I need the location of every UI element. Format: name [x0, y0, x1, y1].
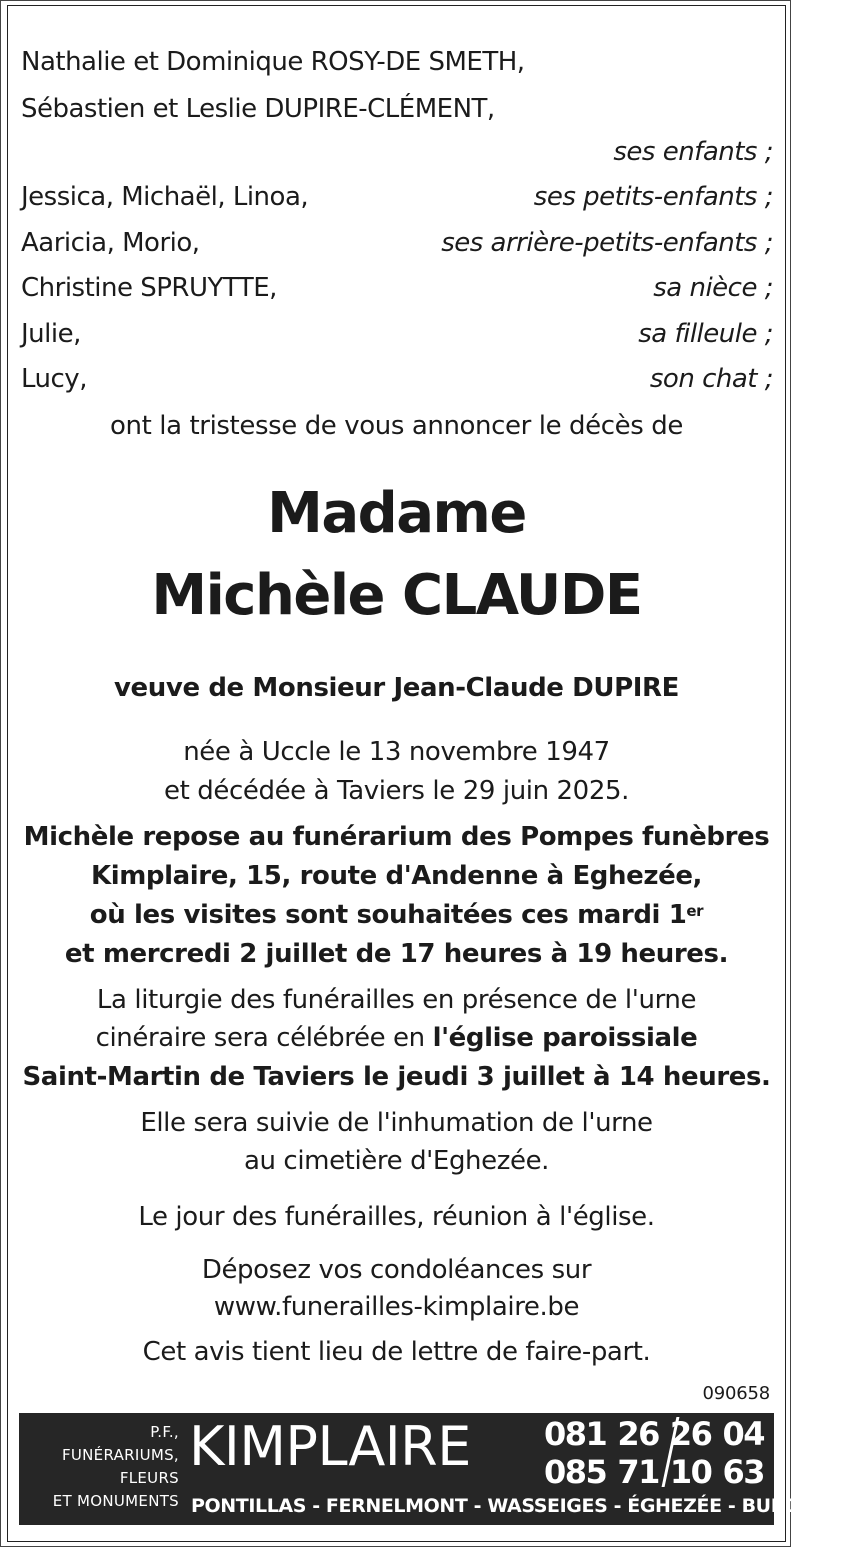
family-row: [21, 359, 773, 399]
announcement: ont la tristesse de vous annoncer le décès de: [110, 411, 683, 441]
family-name: Aaricia, Morio,: [21, 228, 200, 258]
family-relation: son chat ;: [649, 364, 773, 394]
brand-name: KIMPLAIRE: [189, 1415, 471, 1478]
family-name: Julie,: [21, 319, 81, 349]
family-row: [21, 177, 773, 217]
family-name: Christine SPRUYTTE,: [21, 273, 277, 303]
family-name: Jessica, Michaël, Linoa,: [21, 182, 309, 212]
burial-line: Elle sera suivie de l'inhumation de l'urne: [140, 1108, 653, 1138]
visits-line: [11, 895, 782, 935]
family-relation: ses enfants ;: [613, 137, 773, 167]
family-relation: ses petits-enfants ;: [533, 182, 773, 212]
services-list: [19, 1421, 179, 1513]
deceased-title: Madame: [267, 481, 526, 546]
phone-part: 04: [722, 1415, 764, 1453]
deceased-name: Michèle CLAUDE: [151, 563, 642, 628]
birth-line: née à Uccle le 13 novembre 1947: [183, 737, 610, 767]
family-row: [21, 132, 773, 172]
family-row: [21, 314, 773, 354]
condolences-line: Déposez vos condoléances sur: [201, 1255, 592, 1285]
service-item: ET MONUMENTS: [52, 1492, 179, 1510]
service-item: P.F.,: [150, 1423, 179, 1441]
family-row: [21, 268, 773, 308]
phone-numbers: [544, 1415, 764, 1491]
family-name: Sébastien et Leslie DUPIRE-CLÉMENT,: [21, 94, 495, 124]
phone-part: 63: [722, 1453, 764, 1491]
family-relation: sa filleule ;: [638, 319, 773, 349]
notice-line: Cet avis tient lieu de lettre de faire-part.: [142, 1337, 651, 1367]
reference-number: 090658: [702, 1383, 770, 1404]
phone-number: [544, 1453, 764, 1491]
visits-line: Kimplaire, 15, route d'Andenne à Eghezée,: [90, 861, 703, 891]
phone-part: 71: [617, 1453, 659, 1491]
liturgy-line: [11, 1018, 782, 1058]
family-row: [21, 223, 773, 263]
towns-list: PONTILLAS - FERNELMONT - WASSEIGES - ÉGHEZÉE - BURDINNE: [191, 1495, 851, 1517]
phone-part: 26: [669, 1415, 712, 1453]
phone-part: 10: [669, 1453, 712, 1491]
funeral-home-banner: [19, 1413, 851, 1525]
phone-part: 085: [544, 1453, 607, 1491]
widow-line: veuve de Monsieur Jean-Claude DUPIRE: [114, 673, 679, 703]
meeting-line: Le jour des funérailles, réunion à l'église.: [138, 1202, 655, 1232]
visits-line: Michèle repose au funérarium des Pompes funèbres: [23, 822, 770, 852]
liturgy-line: La liturgie des funérailles en présence de l'urne: [96, 985, 697, 1015]
family-name: Lucy,: [21, 364, 87, 394]
family-relation: ses arrière-petits-enfants ;: [441, 228, 773, 258]
family-row: [21, 89, 773, 129]
phone-part: 081: [544, 1415, 607, 1453]
phone-number: [544, 1415, 764, 1453]
death-line: et décédée à Taviers le 29 juin 2025.: [164, 776, 629, 806]
visits-line: et mercredi 2 juillet de 17 heures à 19 heures.: [64, 939, 729, 969]
church-name: l'église paroissiale: [432, 1023, 698, 1053]
family-row: [21, 42, 773, 82]
phone-part: 26: [617, 1415, 659, 1453]
visits-superscript: er: [686, 902, 704, 920]
visits-text: où les visites sont souhaitées ces mardi 1: [89, 900, 687, 930]
condolences-url[interactable]: www.funerailles-kimplaire.be: [213, 1292, 580, 1322]
family-relation: sa nièce ;: [653, 273, 773, 303]
service-item: FUNÉRARIUMS,: [61, 1446, 179, 1464]
liturgy-line: Saint-Martin de Taviers le jeudi 3 juillet à 14 heures.: [22, 1062, 771, 1092]
service-item: FLEURS: [119, 1469, 179, 1487]
liturgy-text: cinéraire sera célébrée en: [95, 1023, 433, 1053]
burial-line: au cimetière d'Eghezée.: [243, 1146, 550, 1176]
family-name: Nathalie et Dominique ROSY-DE SMETH,: [21, 47, 525, 77]
